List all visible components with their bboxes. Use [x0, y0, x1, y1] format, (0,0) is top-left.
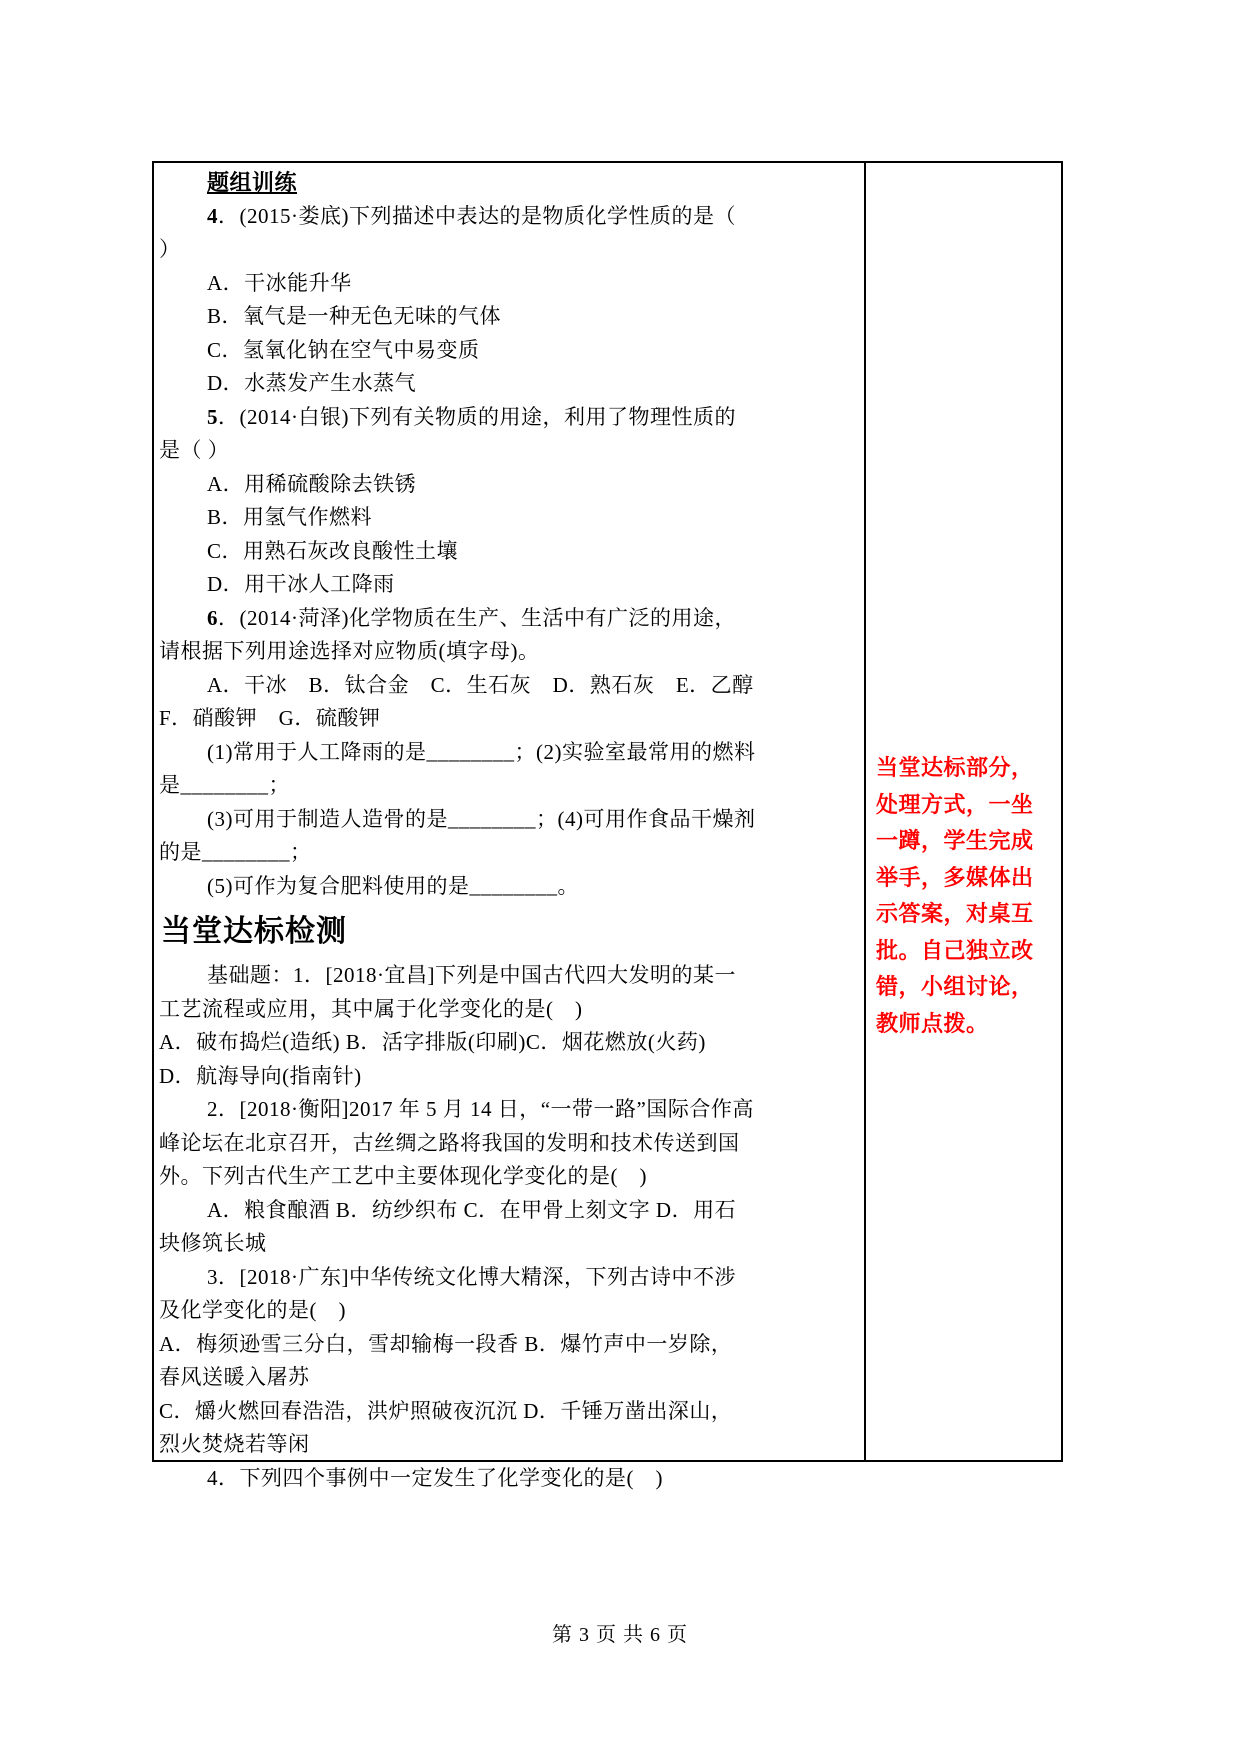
line-text: 的是________； [159, 840, 312, 864]
line-text: A．梅须逊雪三分白，雪却输梅一段香 B．爆竹声中一岁除， [159, 1331, 733, 1356]
line-text: 请根据下列用途选择对应物质(填字母)。 [159, 639, 540, 663]
line-text: A．破布捣烂(造纸) B．活字排版(印刷)C．烟花燃放(火药) [159, 1030, 706, 1054]
option-line [159, 1026, 860, 1060]
question-line [159, 635, 860, 669]
worksheet-table [152, 161, 1063, 1490]
question-line [159, 1462, 860, 1496]
option-line [159, 669, 860, 703]
question-line [159, 434, 860, 468]
blank-line [159, 836, 860, 870]
questions-cell [154, 163, 866, 1490]
question-line [159, 200, 860, 234]
option-line [159, 1361, 860, 1395]
line-text: 是（ ） [159, 438, 230, 462]
question-number: 4 [207, 203, 218, 228]
note-line: 错，小组讨论， [876, 974, 1034, 999]
question-line [159, 233, 860, 267]
line-text: C．用熟石灰改良酸性土壤 [207, 538, 459, 563]
option-line [159, 1060, 860, 1094]
line-text: 春风送暖入屠苏 [159, 1365, 310, 1389]
question-line [159, 993, 860, 1027]
question-number: 6 [207, 605, 218, 630]
question-line [159, 1261, 860, 1295]
note-line: 举手，多媒体出 [876, 864, 1034, 890]
line-text: 4．下列四个事例中一定发生了化学变化的是( ) [207, 1465, 663, 1490]
page-footer: 第 3 页 共 6 页 [552, 1624, 688, 1646]
option-line [159, 267, 860, 301]
note-line: 批。自己独立改 [876, 937, 1034, 963]
option-line [159, 535, 860, 569]
blank-line [159, 803, 860, 837]
line-text: (5)可作为复合肥料使用的是________。 [207, 873, 579, 898]
blank-line [159, 736, 860, 770]
note-line: 示答案，对桌互 [876, 901, 1034, 926]
line-text: ．(2015·娄底)下列描述中表达的是物质化学性质的是（ [218, 203, 736, 228]
question-line [159, 1127, 860, 1161]
line-text: A．粮食酿酒 B．纺纱织布 C．在甲骨上刻文字 D．用石 [207, 1197, 737, 1222]
line-text: C．爝火燃回春浩浩，洪炉照破夜沉沉 D．千锤万凿出深山， [159, 1398, 733, 1423]
teacher-note [876, 750, 1055, 1042]
line-text: ．(2014·菏泽)化学物质在生产、生活中有广泛的用途， [218, 605, 736, 630]
option-line [159, 1328, 860, 1362]
section-title-group-training: 题组训练 [207, 170, 298, 195]
line-text: D．水蒸发产生水蒸气 [207, 371, 417, 395]
line-text: 2．[2018·衡阳]2017 年 5 月 14 日，“一带一路”国际合作高 [207, 1097, 754, 1121]
option-line [159, 1194, 860, 1228]
blank-line [159, 769, 860, 803]
line-text: 工艺流程或应用，其中属于化学变化的是( ) [159, 996, 583, 1021]
question-line [159, 959, 860, 993]
line-text: A．用稀硫酸除去铁锈 [207, 471, 417, 496]
line-text: ．(2014·白银)下列有关物质的用途，利用了物理性质的 [218, 404, 736, 429]
option-line [159, 1428, 860, 1462]
line-text: D．航海导向(指南针) [159, 1063, 362, 1088]
blank-line [159, 870, 860, 904]
line-text: A．干冰能升华 [207, 270, 352, 295]
line-text: 基础题：1．[2018·宜昌]下列是中国古代四大发明的某一 [207, 963, 736, 987]
option-line [159, 334, 860, 368]
option-line [159, 568, 860, 602]
option-line [159, 501, 860, 535]
note-line: 教师点拨。 [876, 1010, 989, 1036]
line-text: 3．[2018·广东]中华传统文化博大精深，下列古诗中不涉 [207, 1264, 736, 1289]
line-text: 块修筑长城 [159, 1231, 267, 1255]
question-line [159, 602, 860, 636]
line-text: 外。下列古代生产工艺中主要体现化学变化的是( ) [159, 1164, 647, 1188]
option-line [159, 468, 860, 502]
line-text: (3)可用于制造人造骨的是________；(4)可用作食品干燥剂 [207, 806, 756, 831]
option-line [159, 702, 860, 736]
line-text: D．用干冰人工降雨 [207, 572, 395, 596]
line-text: (1)常用于人工降雨的是________；(2)实验室最常用的燃料 [207, 739, 756, 764]
line-text: 是________； [159, 773, 290, 797]
line-text: C．氢氧化钠在空气中易变质 [207, 337, 480, 362]
option-line [159, 1227, 860, 1261]
note-line: 处理方式，一坐 [876, 791, 1034, 817]
line-text: A．干冰 B．钛合金 C．生石灰 D．熟石灰 E．乙醇 [207, 672, 754, 697]
note-line: 当堂达标部分， [876, 755, 1034, 780]
question-line [159, 401, 860, 435]
section-title-class-assessment: 当堂达标检测 [161, 915, 347, 948]
question-line [159, 1160, 860, 1194]
teacher-notes-cell [866, 163, 1061, 1460]
question-line [159, 1294, 860, 1328]
option-line [159, 1395, 860, 1429]
line-text: B．氧气是一种无色无味的气体 [207, 304, 502, 328]
line-text: 峰论坛在北京召开，古丝绸之路将我国的发明和技术传送到国 [159, 1130, 740, 1155]
line-text: 及化学变化的是( ) [159, 1298, 346, 1322]
option-line [159, 300, 860, 334]
question-number: 5 [207, 404, 218, 429]
line-text: 烈火焚烧若等闲 [159, 1432, 310, 1456]
line-text: F．硝酸钾 G．硫酸钾 [159, 706, 381, 730]
question-line [159, 1093, 860, 1127]
line-text: B．用氢气作燃料 [207, 505, 373, 529]
line-text: ） [159, 237, 181, 261]
option-line [159, 367, 860, 401]
note-line: 一蹲，学生完成 [876, 828, 1034, 853]
